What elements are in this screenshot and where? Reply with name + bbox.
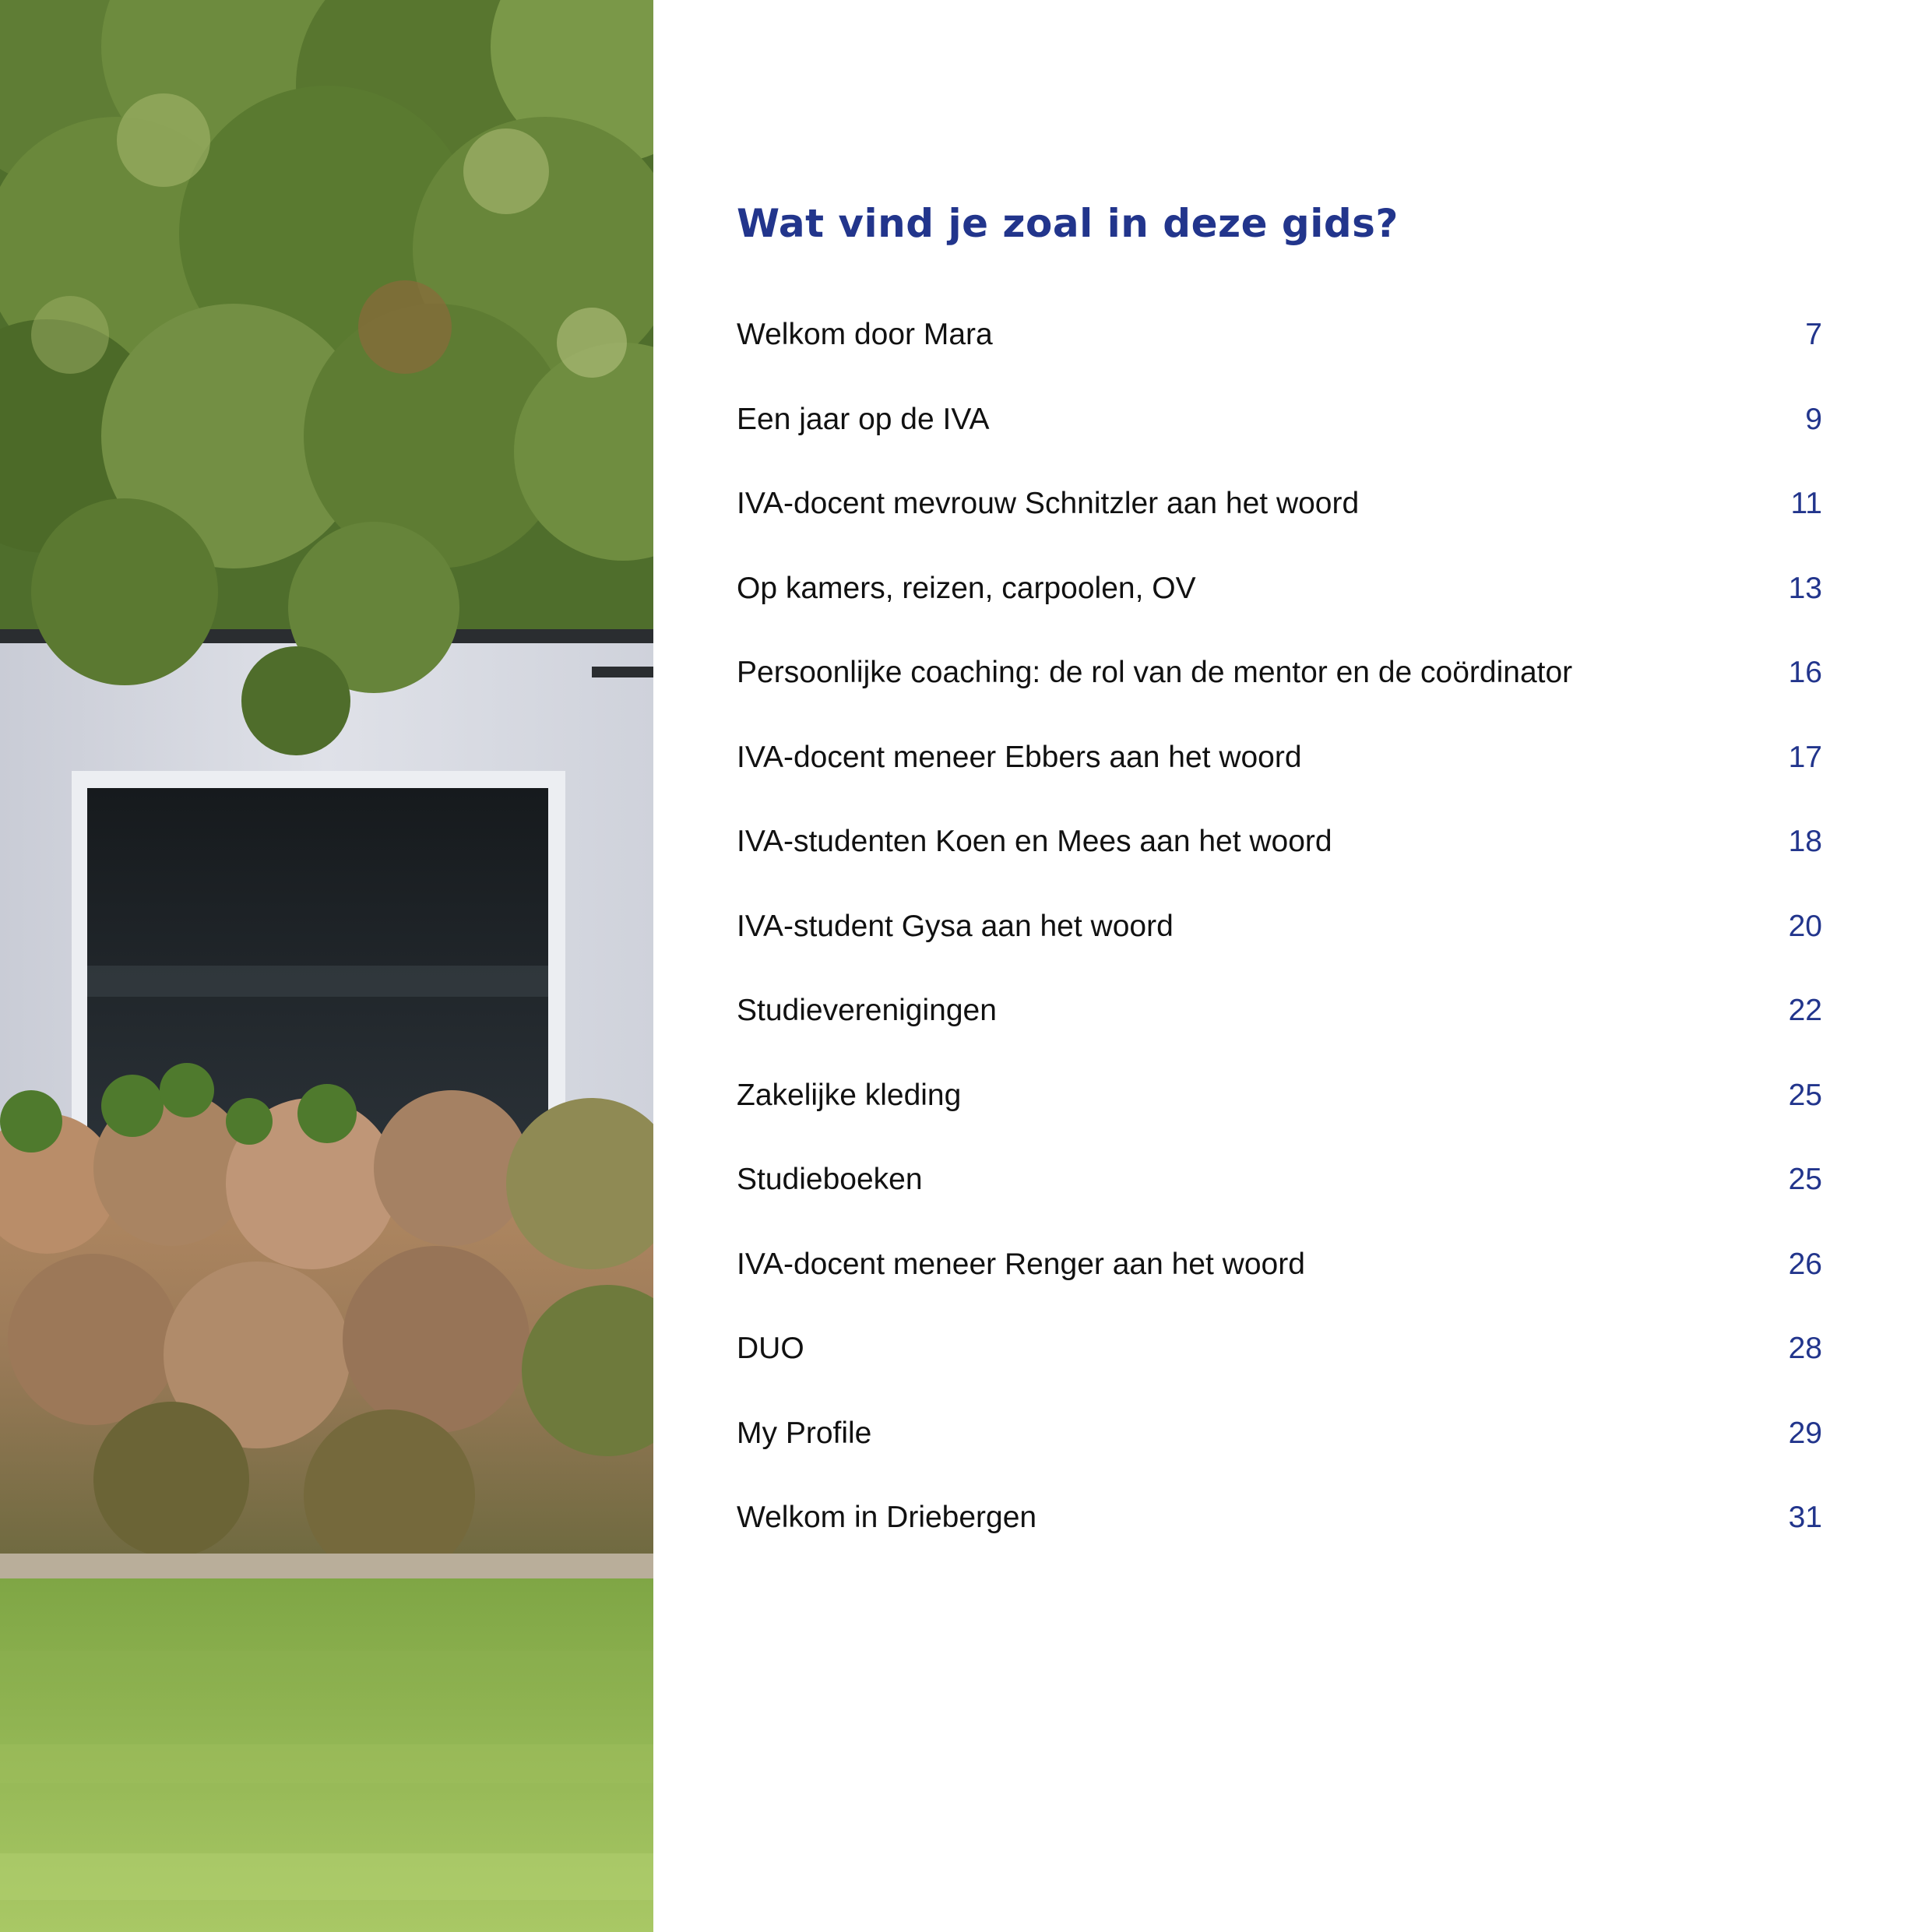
toc-item-page-number: 18 (1788, 825, 1822, 858)
toc-item-page-number: 26 (1788, 1247, 1822, 1281)
toc-item-label: Een jaar op de IVA (737, 402, 990, 436)
toc-item[interactable] (737, 734, 1822, 819)
toc-item-page-number: 31 (1788, 1501, 1822, 1534)
toc-item-label: IVA-studenten Koen en Mees aan het woord (737, 825, 1332, 858)
toc-item-page-number: 11 (1790, 487, 1822, 520)
toc-item-label: IVA-docent meneer Ebbers aan het woord (737, 740, 1302, 774)
toc-item-page-number: 22 (1788, 994, 1822, 1027)
toc-item[interactable] (737, 1156, 1822, 1241)
toc-item-label: Studieboeken (737, 1163, 923, 1196)
toc-list (737, 311, 1822, 1579)
toc-item-page-number: 9 (1805, 402, 1822, 436)
toc-item-label: IVA-docent mevrouw Schnitzler aan het woord (737, 487, 1360, 520)
toc-item-label: DUO (737, 1332, 804, 1365)
toc-item-label: Studieverenigingen (737, 994, 997, 1027)
toc-item-label: Op kamers, reizen, carpoolen, OV (737, 571, 1196, 605)
toc-item-page-number: 28 (1788, 1332, 1822, 1365)
toc-item[interactable] (737, 565, 1822, 650)
toc-item-label: Welkom door Mara (737, 318, 993, 351)
toc-item[interactable] (737, 396, 1822, 481)
toc-item[interactable] (737, 480, 1822, 565)
toc-item-label: Persoonlijke coaching: de rol van de mentor en de coördinator (737, 656, 1573, 689)
toc-item[interactable] (737, 311, 1822, 396)
toc-item-label: My Profile (737, 1416, 872, 1450)
toc-item[interactable] (737, 1494, 1822, 1579)
toc-item-label: Welkom in Driebergen (737, 1501, 1037, 1534)
toc-item[interactable] (737, 1072, 1822, 1157)
toc-item[interactable] (737, 818, 1822, 903)
toc-item-label: IVA-student Gysa aan het woord (737, 909, 1174, 943)
toc-item-label: Zakelijke kleding (737, 1078, 962, 1112)
campus-photo (0, 0, 653, 1932)
toc-title: Wat vind je zoal in deze gids? (737, 201, 1399, 246)
toc-item[interactable] (737, 649, 1822, 734)
toc-item[interactable] (737, 903, 1822, 988)
campus-photo-illustration (0, 0, 653, 1932)
toc-item-page-number: 13 (1788, 571, 1822, 605)
toc-item[interactable] (737, 1325, 1822, 1410)
toc-item-page-number: 20 (1788, 909, 1822, 943)
toc-item[interactable] (737, 1410, 1822, 1495)
toc-item[interactable] (737, 987, 1822, 1072)
toc-item-page-number: 16 (1788, 656, 1822, 689)
toc-item-page-number: 25 (1788, 1163, 1822, 1196)
table-of-contents (737, 0, 1827, 1932)
toc-item-page-number: 29 (1788, 1416, 1822, 1450)
toc-item-label: IVA-docent meneer Renger aan het woord (737, 1247, 1305, 1281)
toc-item[interactable] (737, 1241, 1822, 1326)
toc-item-page-number: 7 (1805, 318, 1822, 351)
toc-item-page-number: 17 (1788, 740, 1822, 774)
toc-item-page-number: 25 (1788, 1078, 1822, 1112)
